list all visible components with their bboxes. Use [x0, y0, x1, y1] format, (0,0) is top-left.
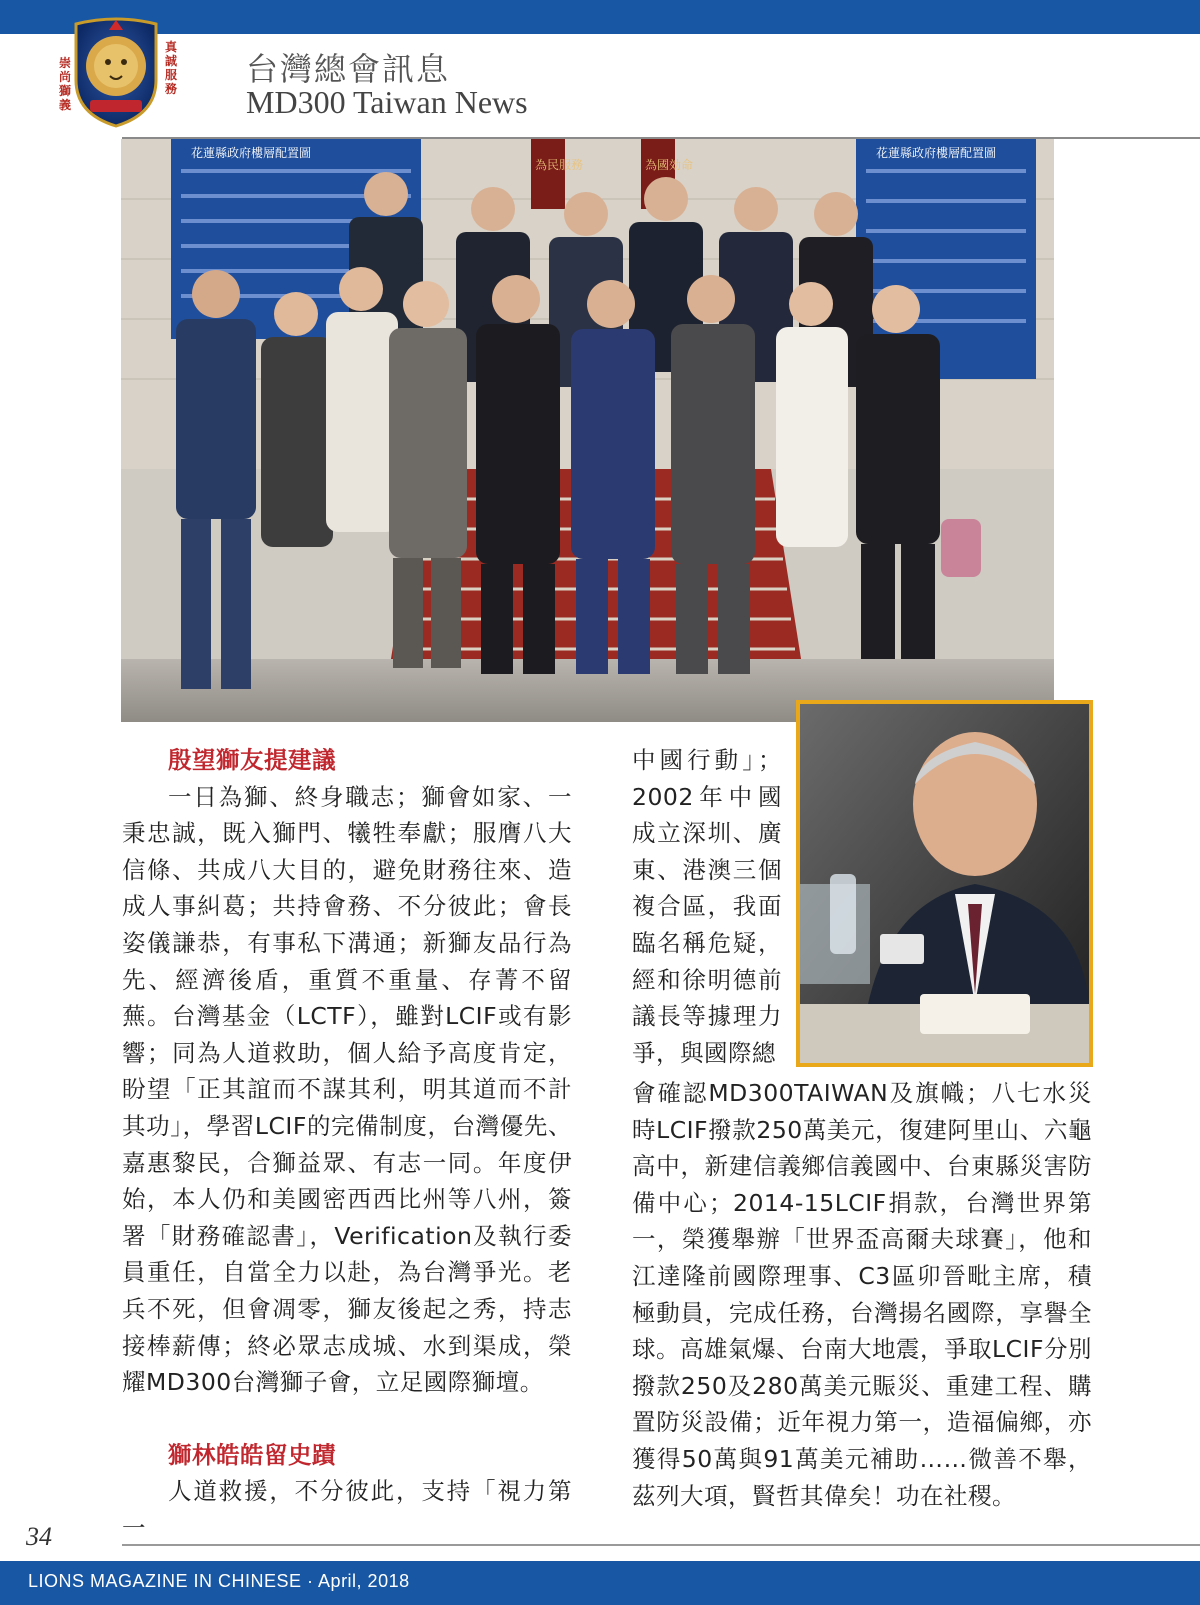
section-title-chinese: 台灣總會訊息	[246, 50, 451, 88]
group-photo-illustration	[121, 139, 1054, 722]
sign-left-title: 花蓮縣政府樓層配置圖	[191, 146, 312, 160]
banner-left: 為民服務	[535, 158, 584, 172]
section-body-history-end: 會確認MD300TAIWAN及旗幟；八七水災時LCIF撥款250萬美元，復建阿里山、六龜高中，新建信義鄉信義國中、台東縣災害防備中心；2014-15LCIF捐款，台灣世界第一，榮獲舉辦「世界盃高爾夫球賽」，他和江達隆前國際理事、C3區卯晉毗主席，積極動員，完成任務，台灣揚名國際，享譽全球。高雄氣爆、台南大地震，爭取LCIF分別撥款250及280萬美元賑災、重建工程、購置防災設備；近年視力第一，造福偏鄉，亦獲得50萬與91萬美元補助……微善不舉，茲列大項，賢哲其偉矣！功在社稷。	[632, 1079, 1092, 1510]
sign-right-title: 花蓮縣政府樓層配置圖	[876, 146, 997, 160]
motto-right: 真 誠 服 務	[164, 40, 177, 96]
left-text-column	[122, 742, 572, 1546]
section-body-history-start: 人道救援，不分彼此，支持「視力第一	[122, 1477, 572, 1542]
magazine-footer: LIONS MAGAZINE IN CHINESE · April, 2018	[28, 1571, 410, 1591]
portrait-illustration	[800, 704, 1089, 1063]
footer-divider	[122, 1544, 1200, 1546]
motto-left: 崇 尚 獅 義	[58, 56, 71, 112]
section-title-english: MD300 Taiwan News	[246, 84, 528, 120]
section-heading-suggestions: 殷望獅友提建議	[168, 746, 336, 774]
right-text-column	[632, 1075, 1092, 1514]
section-heading-history: 獅林皓皓留史蹟	[168, 1440, 336, 1469]
group-photo	[121, 139, 1054, 722]
section-body-suggestions: 一日為獅、終身職志；獅會如家、一秉忠誠，既入獅門、犧牲奉獻；服膺八大信條、共成八大目的，避免財務往來、造成人事糾葛；共持會務、不分彼此；會長姿儀謙恭，有事私下溝通；新獅友品行為先、經濟後盾，重質不重量、存菁不留蕪。台灣基金（LCTF），雖對LCIF或有影響；同為人道救助，個人給予高度肯定，盼望「正其誼而不謀其利，明其道而不計其功」，學習LCIF的完備制度，台灣優先、嘉惠黎民，合獅益眾、有志一同。年度伊始，本人仍和美國密西西比州等八州，簽署「財務確認書」，Verification及執行委員重任，自當全力以赴，為台灣爭光。老兵不死，但會凋零，獅友後起之秀，持志接棒薪傳；終必眾志成城、水到渠成，榮耀MD300台灣獅子會，立足國際獅壇。	[122, 782, 572, 1397]
middle-text-column	[632, 742, 782, 1071]
page-number: 34	[26, 1522, 52, 1551]
banner-right: 為國効命	[645, 158, 694, 172]
section-body-history-mid: 中國行動」；2002年中國成立深圳、廣東、港澳三個複合區，我面臨名稱危疑，經和徐明德前議長等據理力爭，與國際總	[632, 746, 782, 1067]
portrait-photo	[796, 700, 1093, 1067]
